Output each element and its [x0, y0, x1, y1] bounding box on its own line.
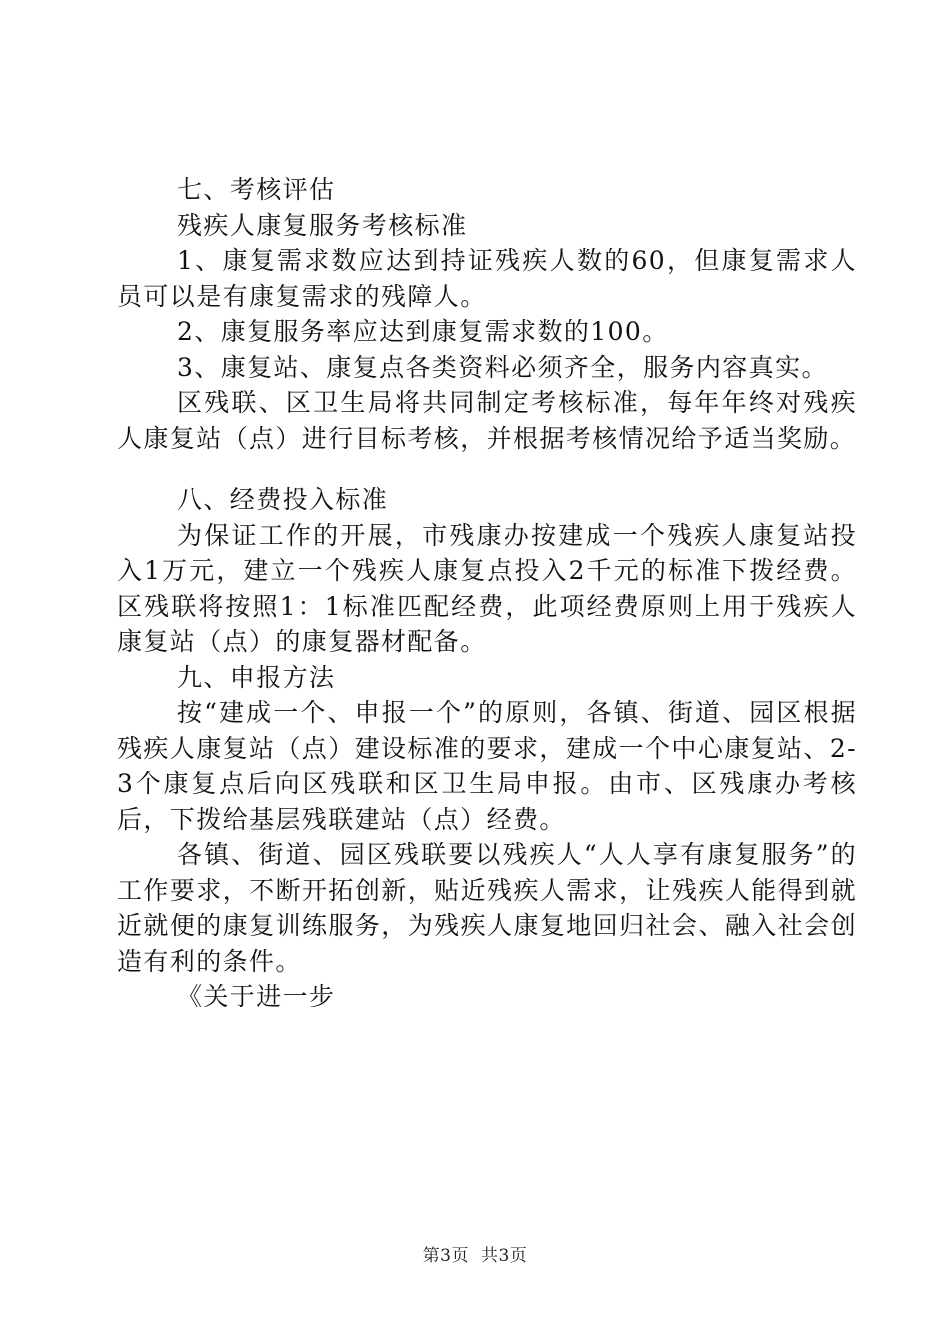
document-body: [117, 172, 857, 1015]
section-heading-funding: 八、经费投入标准: [177, 485, 389, 514]
paragraph-annual-review: 区残联、区卫生局将共同制定考核标准，每年年终对残疾人康复站（点）进行目标考核，并根据考核情况给予适当奖励。: [117, 388, 857, 453]
section-heading-assessment: 七、考核评估: [177, 175, 336, 204]
subheading-assessment-standard: 残疾人康复服务考核标准: [177, 210, 468, 240]
paragraph-demand-rate: 1、康复需求数应达到持证残疾人数的60，但康复需求人员可以是有康复需求的残障人。: [117, 246, 857, 311]
page-footer: [0, 1241, 950, 1266]
paragraph-funding: 为保证工作的开展，市残康办按建成一个残疾人康复站投入1万元，建立一个残疾人康复点投入2千元的标准下拨经费。区残联将按照1：1标准匹配经费，此项经费原则上用于残疾人康复站（点）的康复器材配备。: [117, 520, 857, 656]
paragraph-records: 3、康复站、康复点各类资料必须齐全，服务内容真实。: [177, 352, 828, 382]
paragraph-service-rate: 2、康复服务率应达到康复需求数的100。: [177, 317, 669, 346]
page-total: 共3页: [481, 1246, 528, 1266]
paragraph-requirements: 各镇、街道、园区残联要以残疾人“人人享有康复服务”的工作要求，不断开拓创新，贴近残疾人需求，让残疾人能得到就近就便的康复训练服务，为残疾人康复地回归社会、融入社会创造有利的条件。: [117, 840, 857, 976]
paragraph-spacer: [117, 456, 857, 482]
page-number: 第3页: [422, 1246, 469, 1266]
paragraph-trailing-title: 《关于进一步: [177, 982, 336, 1011]
paragraph-application: 按“建成一个、申报一个”的原则，各镇、街道、园区根据残疾人康复站（点）建设标准的要求，建成一个中心康复站、2-3个康复点后向区残联和区卫生局申报。由市、区残康办考核后，下拨给基层残联建站（点）经费。: [117, 698, 857, 834]
section-heading-application: 九、申报方法: [177, 662, 336, 692]
